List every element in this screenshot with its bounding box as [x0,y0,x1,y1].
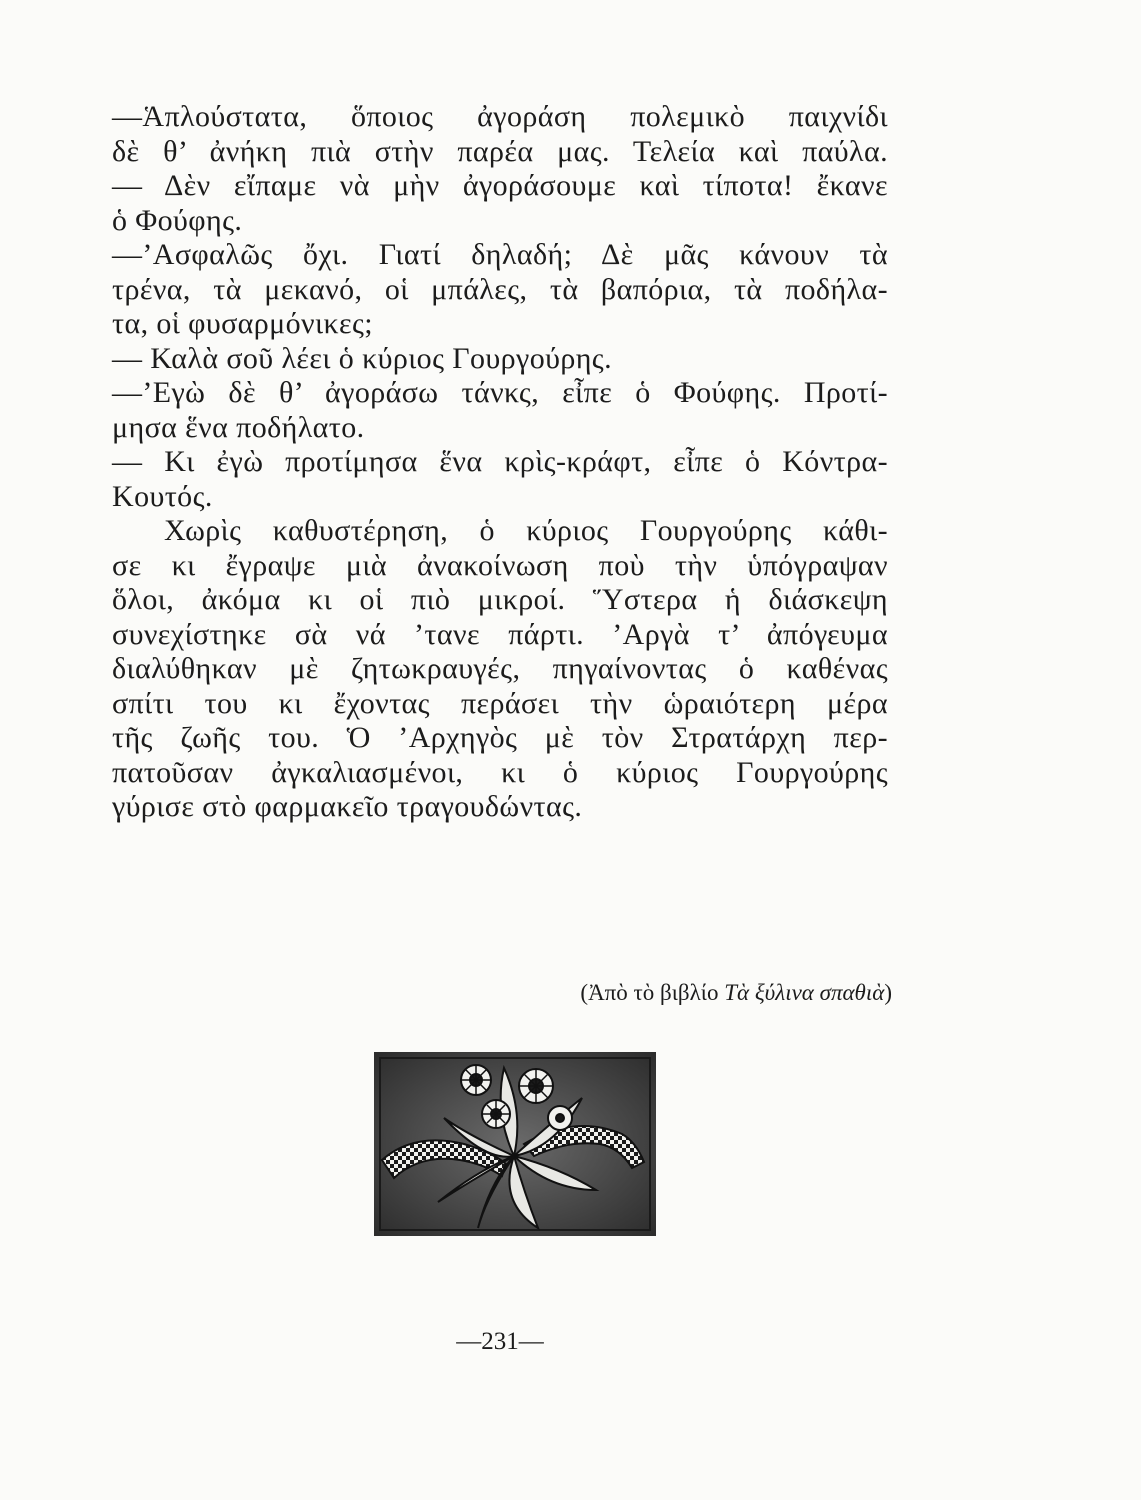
book-title: Τὰ ξύλινα σπαθιὰ [724,980,885,1005]
text-line: — Δὲν εἴπαμε νὰ μὴν ἀγοράσουμε καὶ τίποτα! ἔκανε [112,169,888,202]
text-line: μησα ἕνα ποδήλατο. [112,410,365,444]
text-line: τῆς ζωῆς του. Ὁ ’Αρχηγὸς μὲ τὸν Στρατάρχη περ- [112,721,888,754]
body-text [112,100,888,825]
text-line: σε κι ἔγραψε μιὰ ἀνακοίνωση ποὺ τὴν ὑπόγραψαν [112,548,888,582]
text-line: Κουτός. [112,479,213,513]
page-number: —231— [456,1328,544,1355]
text-line: συνεχίστηκε σὰ νά ’τανε πάρτι. ’Αργὰ τ’ ἀπόγευμα [112,617,888,651]
text-line: — Κι ἐγὼ προτίμησα ἕνα κρὶς-κράφτ, εἶπε ὁ Κόντρα- [112,445,888,478]
source-suffix: ) [884,980,892,1005]
text-line: — Καλὰ σοῦ λέει ὁ κύριος Γουργούρης. [112,341,612,375]
text-line: δὲ θ’ ἀνήκη πιὰ στὴν παρέα μας. Τελεία καὶ παύλα. [112,134,888,168]
text-line: γύρισε στὸ φαρμακεῖο τραγουδώντας. [112,790,583,823]
text-line: πατοῦσαν ἀγκαλιασμένοι, κι ὁ κύριος Γουργούρης [112,755,888,789]
text-line: τρένα, τὰ μεκανό, οἱ μπάλες, τὰ βαπόρια, τὰ ποδήλα- [112,272,888,306]
text-line: —’Εγὼ δὲ θ’ ἀγοράσω τάνκς, εἶπε ὁ Φούφης. Προτί- [112,376,888,409]
flower-bouquet-icon [374,1052,656,1236]
text-line: σπίτι του κι ἔχοντας περάσει τὴν ὡραιότερη μέρα [112,686,888,720]
text-line: τα, οἱ φυσαρμόνικες; [112,307,374,340]
text-line: διαλύθηκαν μὲ ζητωκραυγές, πηγαίνοντας ὁ καθένας [112,652,888,685]
text-line: —Ἁπλούστατα, ὅποιος ἀγοράση πολεμικὸ παιχνίδι [112,100,888,133]
text-line: —’Ασφαλῶς ὄχι. Γιατί δηλαδή; Δὲ μᾶς κάνουν τὰ [112,238,888,271]
text-line: Χωρὶς καθυστέρηση, ὁ κύριος Γουργούρης κάθι- [164,514,888,547]
text-line: ὅλοι, ἀκόμα κι οἱ πιὸ μικροί. Ὕστερα ἡ διάσκεψη [112,583,888,616]
source-prefix: (Ἀπὸ τὸ βιβλίο [580,980,725,1005]
text-line: ὁ Φούφης. [112,203,243,237]
source-citation [530,980,892,1006]
flower-bouquet-illustration [374,1052,656,1236]
